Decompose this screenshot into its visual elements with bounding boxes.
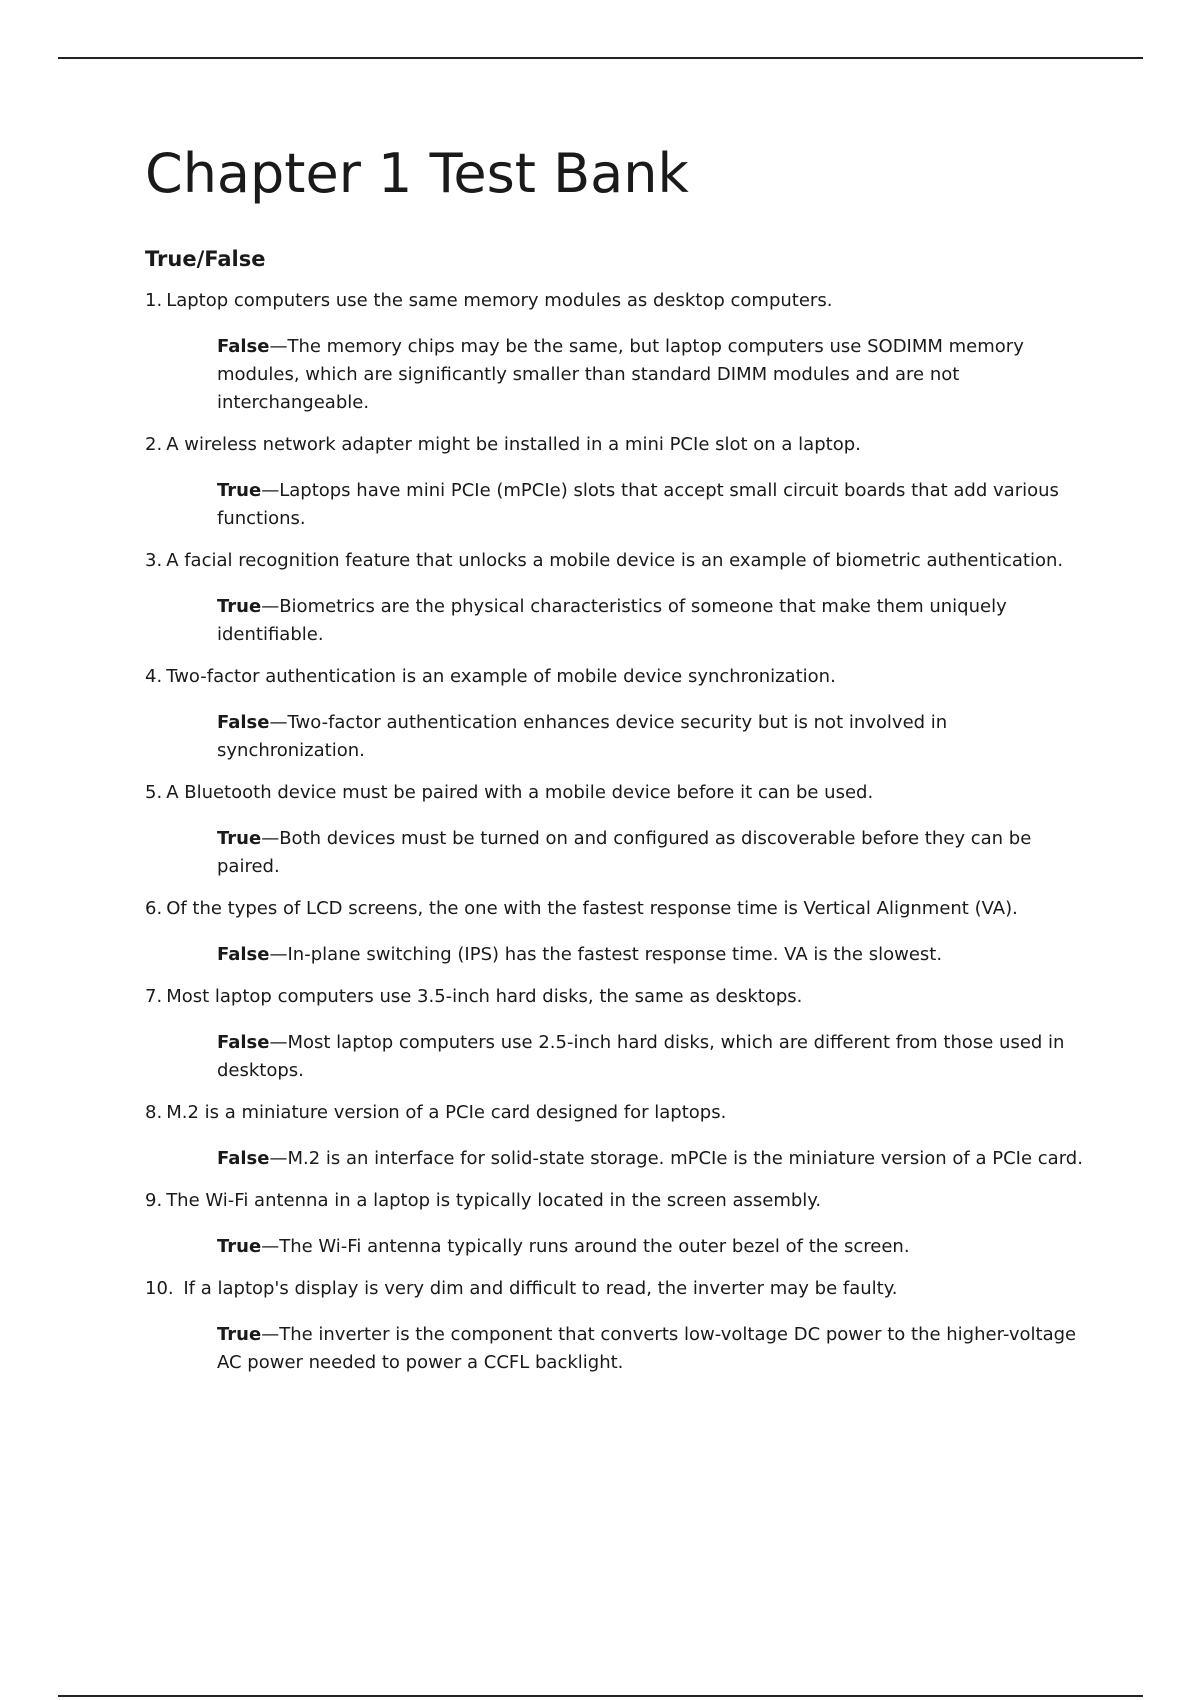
- question-number: 8.: [145, 1101, 163, 1123]
- question-text: [145, 779, 1095, 807]
- question-text: [145, 431, 1095, 459]
- question-text: [145, 895, 1095, 923]
- answer-explanation: —In-plane switching (IPS) has the fastest response time. VA is the slowest.: [269, 943, 943, 965]
- question-text: [145, 1275, 1095, 1303]
- question-item: [145, 1187, 1095, 1261]
- answer-text: [217, 709, 1095, 765]
- question-text: [145, 1187, 1095, 1215]
- question-item: [145, 547, 1095, 649]
- answer-text: [217, 333, 1095, 417]
- answer-verdict: True: [217, 595, 262, 617]
- question-number: 3.: [145, 549, 163, 571]
- document-body: [145, 142, 1095, 1391]
- question-statement: A Bluetooth device must be paired with a mobile device before it can be used.: [166, 781, 874, 803]
- answer-verdict: True: [217, 1235, 262, 1257]
- answer-text: [217, 1233, 1095, 1261]
- page-title: Chapter 1 Test Bank: [145, 142, 689, 205]
- question-number: 9.: [145, 1189, 163, 1211]
- question-number: 7.: [145, 985, 163, 1007]
- question-statement: Of the types of LCD screens, the one with the fastest response time is Vertical Alignment (VA).: [166, 897, 1018, 919]
- question-statement: A wireless network adapter might be installed in a mini PCIe slot on a laptop.: [166, 433, 861, 455]
- question-item: [145, 287, 1095, 417]
- question-number: 10.: [145, 1277, 174, 1299]
- answer-verdict: False: [217, 335, 270, 357]
- answer-explanation: —Most laptop computers use 2.5-inch hard disks, which are different from those used in desktops.: [217, 1031, 1065, 1081]
- answer-explanation: —The Wi-Fi antenna typically runs around the outer bezel of the screen.: [261, 1235, 910, 1257]
- question-number: 5.: [145, 781, 163, 803]
- question-text: [145, 1099, 1095, 1127]
- question-item: [145, 1275, 1095, 1377]
- answer-explanation: —M.2 is an interface for solid-state storage. mPCIe is the miniature version of a PCIe card.: [269, 1147, 1083, 1169]
- answer-explanation: —The inverter is the component that converts low-voltage DC power to the higher-voltage AC power needed to power a CCFL backlight.: [217, 1323, 1077, 1373]
- question-item: [145, 1099, 1095, 1173]
- question-statement: If a laptop's display is very dim and difficult to read, the inverter may be faulty.: [177, 1277, 898, 1299]
- answer-text: [217, 825, 1095, 881]
- answer-verdict: False: [217, 711, 270, 733]
- question-text: [145, 983, 1095, 1011]
- question-text: [145, 547, 1095, 575]
- question-item: [145, 663, 1095, 765]
- question-statement: M.2 is a miniature version of a PCIe card designed for laptops.: [166, 1101, 727, 1123]
- question-number: 4.: [145, 665, 163, 687]
- answer-verdict: True: [217, 1323, 262, 1345]
- answer-explanation: —Both devices must be turned on and configured as discoverable before they can be paired.: [217, 827, 1032, 877]
- question-statement: The Wi-Fi antenna in a laptop is typically located in the screen assembly.: [166, 1189, 822, 1211]
- question-text: [145, 287, 1095, 315]
- answer-verdict: False: [217, 1147, 270, 1169]
- question-text: [145, 663, 1095, 691]
- answer-verdict: True: [217, 827, 262, 849]
- answer-text: [217, 477, 1095, 533]
- question-list: [145, 287, 1095, 1377]
- answer-explanation: —Laptops have mini PCIe (mPCIe) slots that accept small circuit boards that add various functions.: [217, 479, 1059, 529]
- answer-text: [217, 1145, 1095, 1173]
- question-number: 2.: [145, 433, 163, 455]
- question-statement: A facial recognition feature that unlocks a mobile device is an example of biometric authentication.: [166, 549, 1064, 571]
- answer-verdict: False: [217, 943, 270, 965]
- answer-explanation: —The memory chips may be the same, but laptop computers use SODIMM memory modules, which are significantly smaller than standard DIMM modules and are not interchangeable.: [217, 335, 1024, 413]
- section-heading: True/False: [145, 246, 266, 271]
- answer-text: [217, 1029, 1095, 1085]
- answer-explanation: —Biometrics are the physical characteristics of someone that make them uniquely identifiable.: [217, 595, 1007, 645]
- question-item: [145, 983, 1095, 1085]
- question-number: 6.: [145, 897, 163, 919]
- answer-explanation: —Two-factor authentication enhances device security but is not involved in synchronization.: [217, 711, 948, 761]
- answer-text: [217, 1321, 1095, 1377]
- question-statement: Laptop computers use the same memory modules as desktop computers.: [166, 289, 833, 311]
- header-rule: [58, 57, 1143, 59]
- question-number: 1.: [145, 289, 163, 311]
- answer-verdict: True: [217, 479, 262, 501]
- question-statement: Most laptop computers use 3.5-inch hard disks, the same as desktops.: [166, 985, 803, 1007]
- answer-text: [217, 941, 1095, 969]
- question-item: [145, 431, 1095, 533]
- footer-rule: [58, 1695, 1143, 1697]
- answer-verdict: False: [217, 1031, 270, 1053]
- question-statement: Two-factor authentication is an example of mobile device synchronization.: [166, 665, 836, 687]
- answer-text: [217, 593, 1095, 649]
- question-item: [145, 779, 1095, 881]
- question-item: [145, 895, 1095, 969]
